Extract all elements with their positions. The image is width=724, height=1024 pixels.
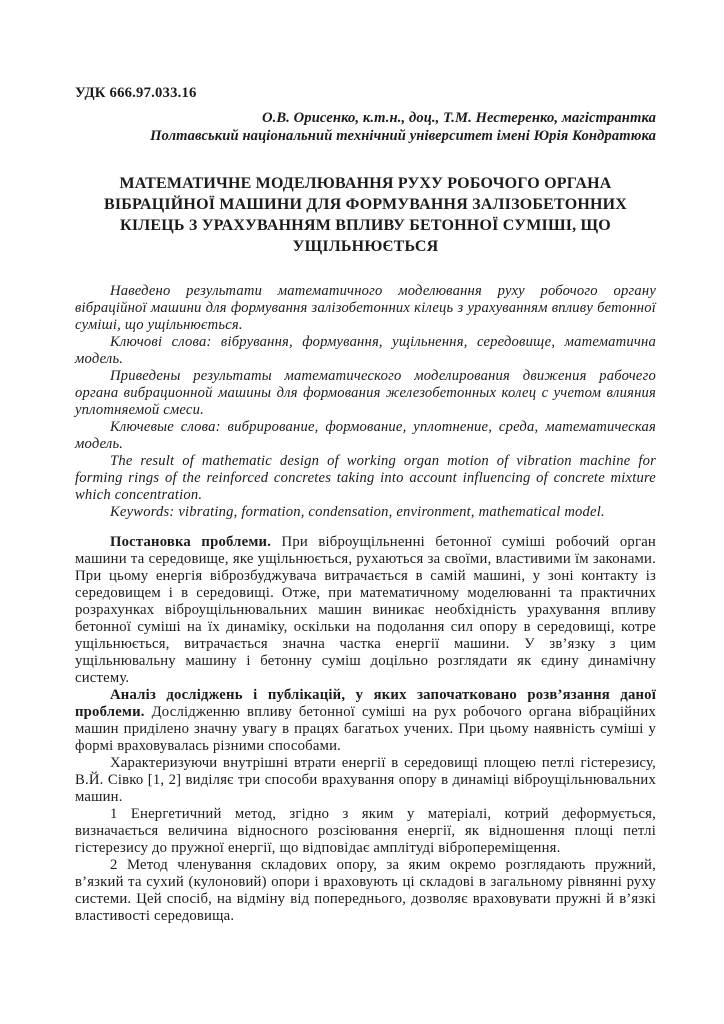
body-paragraph-method-1	[75, 806, 656, 857]
body-paragraph-hysteresis	[75, 755, 656, 806]
authors-block	[75, 110, 656, 145]
keywords-paragraph-en: Keywords: vibrating, formation, condensation, environment, mathematical model.	[110, 504, 605, 520]
paragraph-lead: Аналіз досліджень і публікацій, у яких започатковано розв’язання даної проблеми.	[75, 687, 656, 720]
abstract-paragraph-ru: Приведены результаты математического моделирования движения рабочего органа вибрационной машины для формования железобетонных колец с учетом влияния уплотняемой смеси.	[75, 368, 656, 418]
paragraph-lead: Постановка проблеми.	[110, 534, 272, 550]
paragraph-text: 2 Метод членування складових опору, за яким окремо розглядають пружний, в’язкий та сухий (кулоновий) опори і враховують ці складові в загальному рівнянні руху системи. Цей спосіб, на відміну від попереднього, дозволяє враховувати пружні й в’язкі властивості середовища.	[75, 857, 656, 924]
author-line: О.В. Орисенко, к.т.н., доц., Т.М. Нестеренко, магістрантка	[261, 110, 656, 126]
abstract-paragraph-ua: Наведено результати математичного моделювання руху робочого органу вібраційної машини для формування залізобетонних кілець з урахуванням впливу бетонної суміші, що ущільнюється.	[75, 283, 656, 333]
body-paragraph-analysis	[75, 687, 656, 755]
paper-title: МАТЕМАТИЧНЕ МОДЕЛЮВАННЯ РУХУ РОБОЧОГО ОРГАНА ВІБРАЦІЙНОЇ МАШИНИ ДЛЯ ФОРМУВАННЯ ЗАЛІЗОБЕТОННИХ КІЛЕЦЬ З УРАХУВАННЯМ ВПЛИВУ БЕТОННОЇ СУМІШІ, ЩО УЩІЛЬНЮЄТЬСЯ	[103, 175, 628, 255]
abstract-block	[75, 283, 656, 521]
page-content	[75, 84, 656, 925]
body-paragraph-method-2	[75, 857, 656, 925]
abstract-paragraph-en: The result of mathematic design of working organ motion of vibration machine for forming rings of the reinforced concretes taking into account influencing of concrete mixture which concentration.	[75, 453, 656, 503]
keywords-paragraph-ru: Ключевые слова: вибрирование, формование, уплотнение, среда, математическая модель.	[75, 419, 656, 452]
paragraph-text: 1 Енергетичний метод, згідно з яким у матеріалі, котрий деформується, визначається величина відносного розсіювання енергії, як відношення площі петлі гістерезису до пружної енергії, що відповідає амплітуді вібропереміщення.	[75, 806, 656, 856]
paragraph-text: При віброущільненні бетонної суміші робочий орган машини та середовище, яке ущільнюється, рухаються за своїми, властивими їм законами. При цьому енергія віброзбуджувача витрачається в самій машині, у зоні контакту із середовищем і в середовищі. Отже, при математичному моделюванні та практичних розрахунках віброущільнювальних машин виникає необхідність урахування впливу бетонної суміші на їх динаміку, оскільки на подолання сил опору в середовищі, котре ущільнюється, витрачається значна частка енергії машини. У зв’язку з цим ущільнювальну машину і бетонну суміш доцільно розглядати як єдину динамічну систему.	[75, 534, 656, 686]
body-block	[75, 534, 656, 925]
affiliation-line: Полтавський національний технічний університет імені Юрія Кондратюка	[150, 127, 656, 144]
paragraph-text: Характеризуючи внутрішні втрати енергії в середовищі площею петлі гістерезису, В.Й. Сівко [1, 2] виділяє три способи врахування опору в динаміці віброущільнювальних машин.	[75, 755, 656, 805]
body-paragraph-problem	[75, 534, 656, 687]
udc-code: УДК 666.97.033.16	[75, 85, 197, 101]
keywords-paragraph-ua: Ключові слова: вібрування, формування, ущільнення, середовище, математична модель.	[75, 334, 656, 367]
paragraph-text: Дослідженню впливу бетонної суміші на рух робочого органа вібраційних машин приділено значну увагу в працях багатьох учених. При цьому наявність суміші у формі враховувалась різними способами.	[75, 704, 656, 754]
